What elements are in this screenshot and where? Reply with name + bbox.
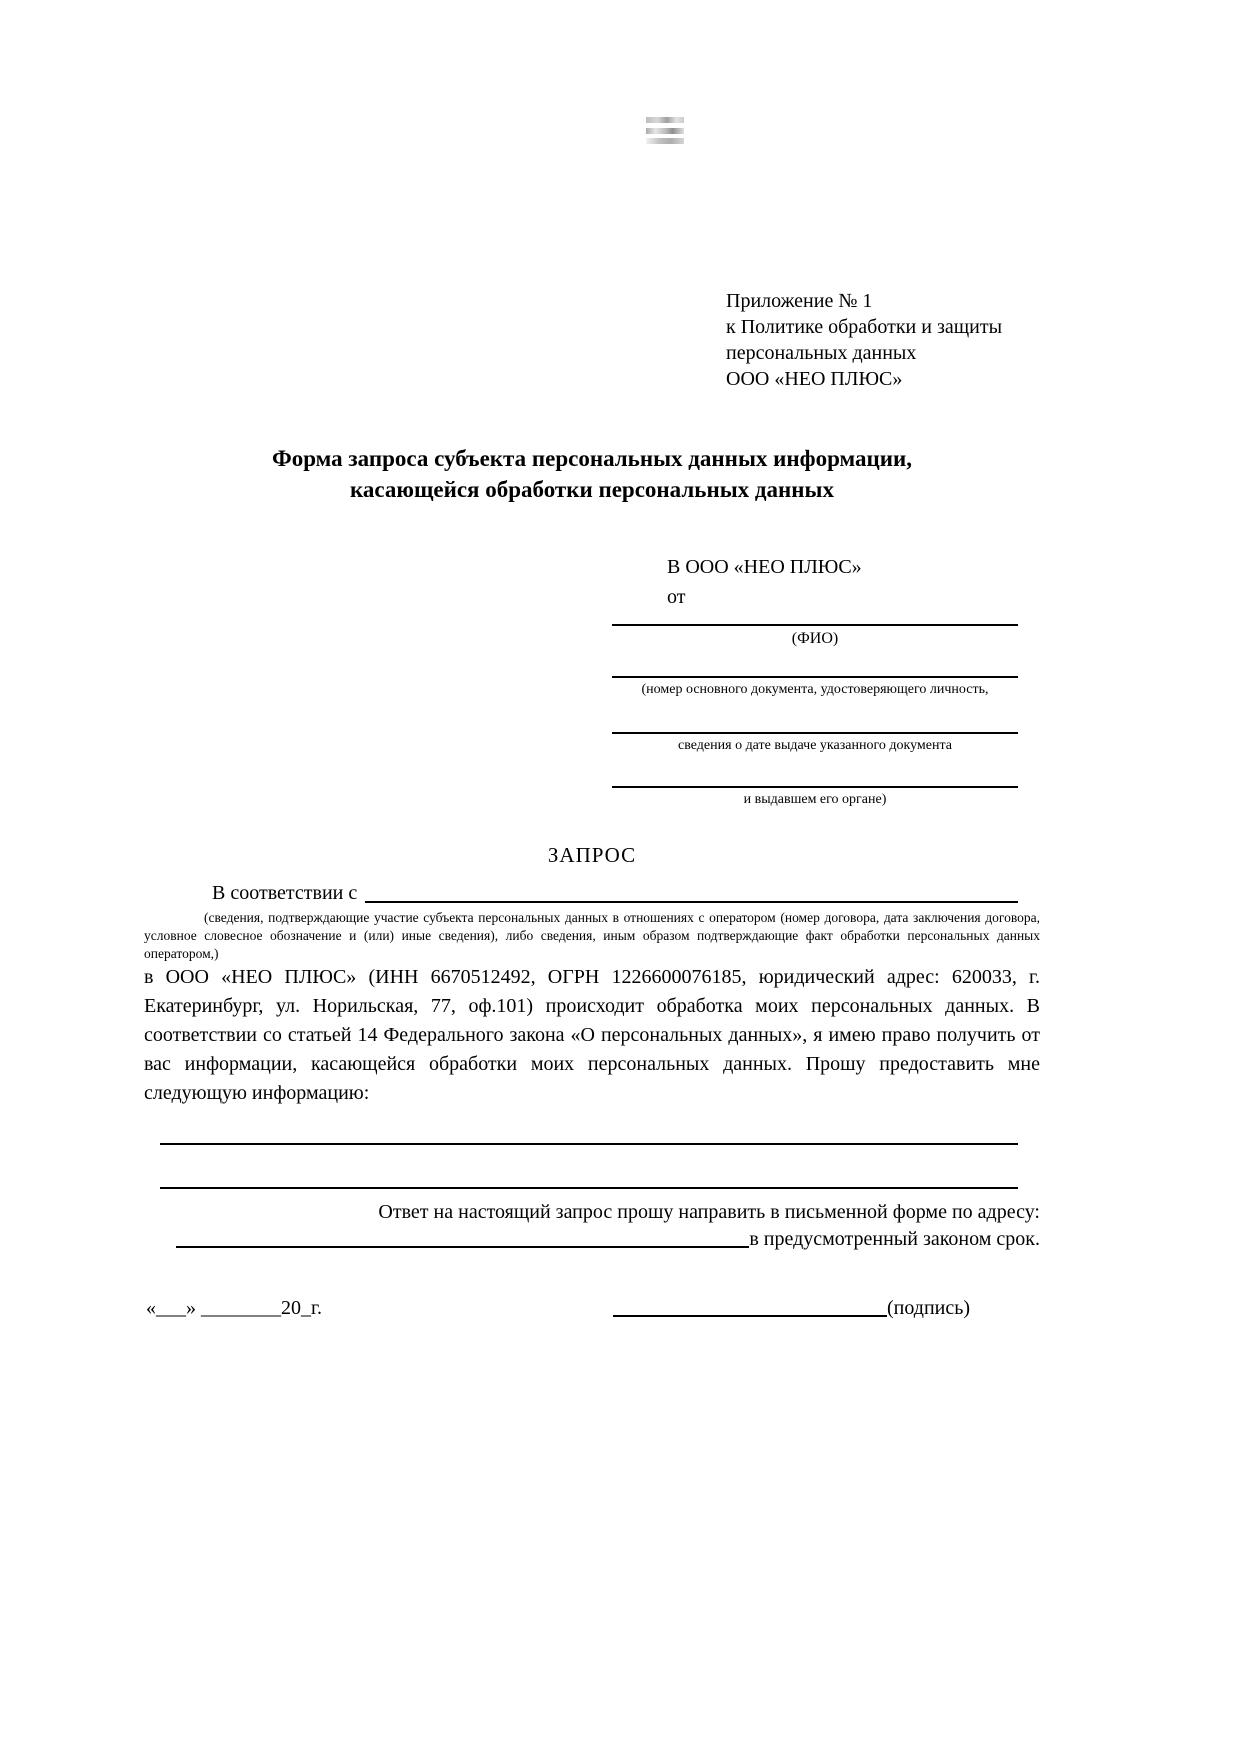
appendix-line: к Политике обработки и защиты xyxy=(726,316,1003,338)
form-field-caption: и выдавшем его органе) xyxy=(743,792,887,807)
address-blank-line xyxy=(176,1245,749,1248)
accordance-row xyxy=(144,882,1018,905)
blank-answer-line xyxy=(160,1143,1018,1145)
document-title-line: Форма запроса субъекта персональных данных информации, xyxy=(271,446,913,471)
appendix-line: ООО «НЕО ПЛЮС» xyxy=(726,368,903,390)
appendix-line: Приложение № 1 xyxy=(726,290,873,312)
form-field-issue-date xyxy=(612,732,1018,754)
form-field-document-number xyxy=(612,676,1018,698)
signature-caption: (подпись) xyxy=(887,1297,971,1319)
deadline-text: в предусмотренный законом срок. xyxy=(749,1228,1040,1250)
document-title-line: касающейся обработки персональных данных xyxy=(349,477,835,502)
recipient-to: В ООО «НЕО ПЛЮС» xyxy=(667,556,862,578)
recipient-block xyxy=(667,552,862,612)
address-row xyxy=(176,1228,1040,1251)
header-image xyxy=(646,117,684,144)
accordance-label: В соответствии с xyxy=(212,882,358,904)
signature-blank-line xyxy=(613,1314,887,1317)
appendix-block xyxy=(726,288,1002,392)
recipient-from: от xyxy=(667,586,686,608)
body-paragraph: в ООО «НЕО ПЛЮС» (ИНН 6670512492, ОГРН 1226600076185, юридический адрес: 620033, г. Екатеринбург, ул. Норильская, 77, оф.101) происходит обработка моих персональных данных. В соответствии со статьей 14 Федерального закона «О персональных данных», я имею право получить от вас информации, касающейся обработки моих персональных данных. Прошу предоставить мне следующую информацию: xyxy=(144,966,1040,1104)
header-image-stripe xyxy=(646,138,684,144)
form-field-fio xyxy=(612,624,1018,648)
header-image-stripe xyxy=(646,128,684,134)
date-blank: «___» ________20_г. xyxy=(146,1297,322,1319)
accordance-blank-line xyxy=(365,900,1018,903)
form-field-issuing-authority xyxy=(612,786,1018,808)
form-field-caption: сведения о дате выдаче указанного документа xyxy=(678,738,952,753)
document-title xyxy=(144,443,1040,505)
request-heading: ЗАПРОС xyxy=(547,843,637,867)
fine-print-note: (сведения, подтверждающие участие субъекта персональных данных в отношениях с оператором (номер договора, дата заключения договора, условное словесное обозначение и (или) иные сведения), либо сведения, иным образом подтверждающие факт обработки персональных данных оператором,) xyxy=(144,910,1040,961)
form-field-caption: (ФИО) xyxy=(791,630,839,647)
form-field-caption: (номер основного документа, удостоверяющего личность, xyxy=(641,682,989,697)
header-image-stripe xyxy=(646,117,684,123)
appendix-line: персональных данных xyxy=(726,342,917,364)
blank-answer-line xyxy=(160,1187,1018,1189)
signature-row xyxy=(613,1297,970,1320)
answer-request-line: Ответ на настоящий запрос прошу направить в письменной форме по адресу: xyxy=(378,1201,1040,1223)
